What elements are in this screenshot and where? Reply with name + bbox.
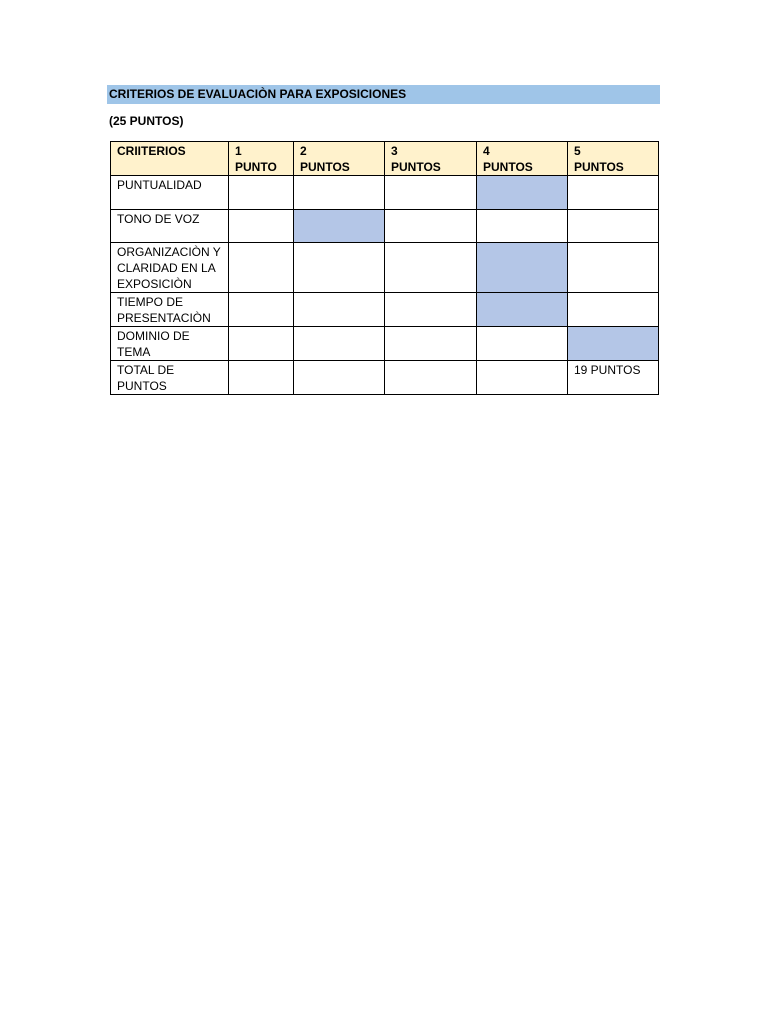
selected-score-cell: [294, 210, 385, 243]
score-header-number: 2: [300, 144, 307, 158]
score-cell: [568, 176, 659, 210]
score-header-number: 5: [574, 144, 581, 158]
table-row: [111, 176, 659, 210]
score-cell: [294, 243, 385, 293]
criteria-header: CRIITERIOS: [111, 142, 229, 176]
criterion-label: TIEMPO DE PRESENTACIÒN: [111, 293, 229, 327]
score-header-number: 1: [235, 144, 242, 158]
page-title: CRITERIOS DE EVALUACIÒN PARA EXPOSICIONES: [107, 85, 660, 104]
score-header-unit: PUNTOS: [300, 160, 350, 174]
score-cell: [229, 361, 294, 395]
score-header-5: [568, 142, 659, 176]
score-header-number: 3: [391, 144, 398, 158]
rubric-table: [110, 141, 659, 395]
score-cell: [385, 243, 477, 293]
score-cell: [385, 176, 477, 210]
score-cell: [229, 327, 294, 361]
table-row: [111, 293, 659, 327]
score-cell: [568, 210, 659, 243]
score-cell: [385, 327, 477, 361]
selected-score-cell: [477, 243, 568, 293]
table-row: [111, 243, 659, 293]
score-cell: [229, 293, 294, 327]
table-row: [111, 210, 659, 243]
score-header-unit: PUNTOS: [574, 160, 624, 174]
criterion-label: ORGANIZACIÒN Y CLARIDAD EN LA EXPOSICIÒN: [111, 243, 229, 293]
score-header-unit: PUNTOS: [391, 160, 441, 174]
score-cell: [294, 176, 385, 210]
score-cell: [385, 361, 477, 395]
score-cell: [294, 293, 385, 327]
score-cell: [294, 361, 385, 395]
selected-score-cell: [568, 327, 659, 361]
score-cell: [477, 327, 568, 361]
selected-score-cell: [477, 176, 568, 210]
score-cell: [229, 176, 294, 210]
table-row: [111, 327, 659, 361]
score-cell: [229, 243, 294, 293]
score-cell: [477, 361, 568, 395]
score-cell: [385, 210, 477, 243]
criterion-label: DOMINIO DE TEMA: [111, 327, 229, 361]
score-cell: [294, 327, 385, 361]
criterion-label: TONO DE VOZ: [111, 210, 229, 243]
score-cell: [477, 210, 568, 243]
selected-score-cell: [477, 293, 568, 327]
score-cell: [568, 293, 659, 327]
total-row: [111, 361, 659, 395]
score-header-number: 4: [483, 144, 490, 158]
score-cell: [385, 293, 477, 327]
total-value: 19 PUNTOS: [568, 361, 659, 395]
table-header-row: [111, 142, 659, 176]
score-cell: [229, 210, 294, 243]
total-label: TOTAL DE PUNTOS: [111, 361, 229, 395]
score-header-unit: PUNTO: [235, 160, 277, 174]
score-header-1: [229, 142, 294, 176]
score-cell: [568, 243, 659, 293]
points-subtitle: (25 PUNTOS): [109, 114, 184, 128]
score-header-2: [294, 142, 385, 176]
score-header-3: [385, 142, 477, 176]
criterion-label: PUNTUALIDAD: [111, 176, 229, 210]
score-header-unit: PUNTOS: [483, 160, 533, 174]
score-header-4: [477, 142, 568, 176]
